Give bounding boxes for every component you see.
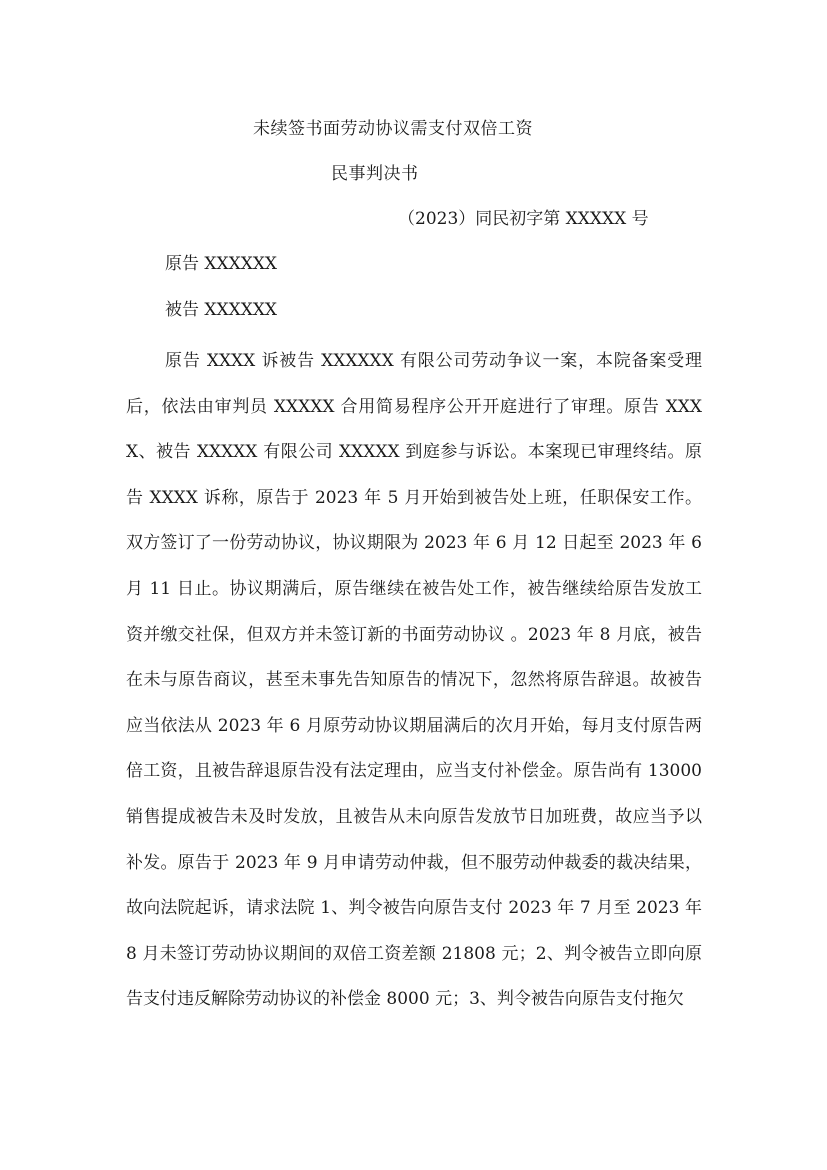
case-number: （2023）同民初字第 XXXXX 号 (398, 209, 649, 229)
defendant-line: 被告 XXXXXX (165, 300, 278, 320)
plaintiff-line: 原告 XXXXXX (165, 254, 278, 274)
body-paragraph: 原告 XXXX 诉被告 XXXXXX 有限公司劳动争议一案，本院备案受理后，依法由审判员 XXXXX 合用简易程序公开开庭进行了审理。原告 XXXX、被告 XXXXX 有限公司 XXXXX 到庭参与诉讼。本案现已审理终结。原告 XXXX 诉称，原告于 2023 年 5 月开始到被告处上班，任职保安工作。双方签订了一份劳动协议，协议期限为 2023 年 6 月 12 日起至 2023 年 6 月 11 日止。协议期满后，原告继续在被告处工作，被告继续给原告发放工资并缴交社保，但双方并未签订新的书面劳动协议 。2023 年 8 月底，被告在未与原告商议，甚至未事先告知原告的情况下，忽然将原告辞退。故被告应当依法从 2023 年 6 月原劳动协议期届满后的次月开始，每月支付原告两倍工资，且被告辞退原告没有法定理由，应当支付补偿金。原告尚有 13000 销售提成被告未及时发放，且被告从未向原告发放节日加班费，故应当予以补发。原告于 2023 年 9 月申请劳动仲裁，但不服劳动仲裁委的裁决结果，故向法院起诉，请求法院 1、判令被告向原告支付 2023 年 7 月至 2023 年 8 月未签订劳动协议期间的双倍工资差额 21808 元；2、判令被告立即向原告支付违反解除劳动协议的补偿金 8000 元；3、判令被告向原告支付拖欠 (126, 351, 702, 1010)
document-subtitle: 民事判决书 (331, 164, 419, 184)
document-title: 未续签书面劳动协议需支付双倍工资 (253, 119, 533, 139)
